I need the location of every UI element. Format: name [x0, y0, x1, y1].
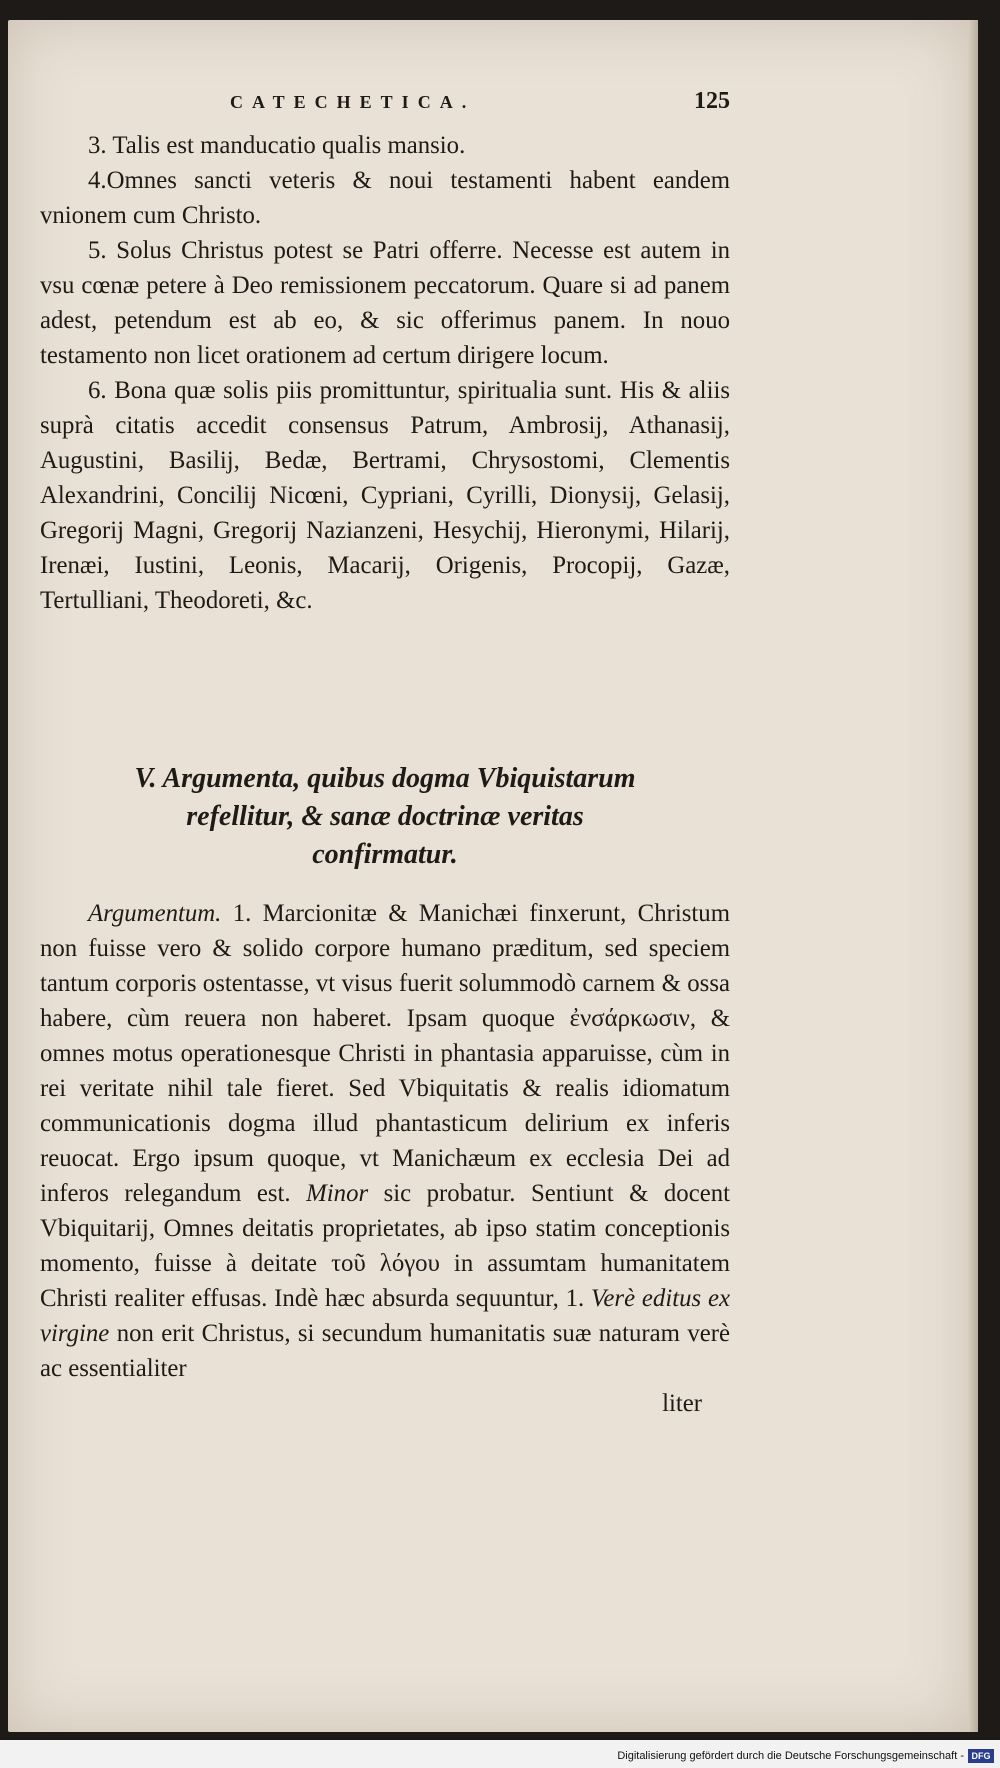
argument-block	[40, 896, 730, 1421]
footer-strip	[0, 1740, 1000, 1768]
dfg-logo: DFG	[968, 1749, 994, 1763]
argument-label: Argumentum.	[88, 900, 222, 927]
running-head: CATECHETICA.	[230, 92, 476, 112]
page-number: 125	[694, 88, 730, 114]
heading-line-3: confirmatur.	[312, 839, 458, 870]
heading-line-2: refellitur, & sanæ doctrinæ veritas	[186, 801, 584, 832]
argument-text-3: non erit Christus, si secundum humanitatis suæ naturam verè ac essentialiter	[40, 1320, 730, 1382]
vere-editus-phrase: Verè editus ex virgine	[40, 1285, 730, 1347]
digitization-credit: Digitalisierung gefördert durch die Deutsche Forschungsgemeinschaft -	[617, 1750, 964, 1762]
point-6: 6. Bona quæ solis piis promittuntur, spiritualia sunt. His & aliis suprà citatis accedit consensus Patrum, Ambrosij, Athanasij, Augustini, Basilij, Bedæ, Bertrami, Chrysostomi, Clementis Alexandrini, Concilij Nicœni, Cypriani, Cyrilli, Dionysij, Gelasij, Gregorij Magni, Gregorij Nazianzeni, Hesychij, Hieronymi, Hilarij, Irenæi, Iustini, Leonis, Macarij, Origenis, Procopij, Gazæ, Tertulliani, Theodoreti, &c.	[40, 377, 730, 614]
page-header	[40, 88, 730, 122]
heading-line-1: V. Argumenta, quibus dogma Vbiquistarum	[134, 763, 636, 794]
section-heading	[40, 760, 730, 874]
catchword: liter	[662, 1390, 702, 1417]
argument-text-1: 1. Marcionitæ & Manichæi finxerunt, Christum non fuisse vero & solido corpore humano præditum, sed speciem tantum corporis ostentasse, vt visus fuerit solummodò carnem & ossa habere, cùm reuera non haberet. Ipsam quoque ἐνσάρκωσιν, & omnes motus operationesque Christi in phantasia apparuisse, cùm in rei veritate nihil tale fieret. Sed Vbiquitatis & realis idiomatum communicationis dogma illud phantasticum delirium ex inferis reuocat. Ergo ipsum quoque, vt Manichæum ex ecclesia Dei ad inferos relegandum est.	[40, 900, 730, 1207]
argument-text-2: sic probatur. Sentiunt & docent Vbiquitarij, Omnes deitatis proprietates, ab ipso statim conceptionis momento, fuisse à deitate τοῦ λόγου in assumtam humanitatem Christi realiter effusas. Indè hæc absurda sequuntur, 1.	[40, 1180, 731, 1312]
point-5: 5. Solus Christus potest se Patri offerre. Necesse est autem in vsu cœnæ petere à Deo remissionem peccatorum. Quare si ad panem adest, petendum est ab eo, & sic offerimus panem. In nouo testamento non licet orationem ad certum dirigere locum.	[40, 237, 730, 369]
page-edge	[968, 20, 978, 1732]
point-4: 4.Omnes sancti veteris & noui testamenti habent eandem vnionem cum Christo.	[40, 167, 730, 229]
numbered-points	[40, 128, 730, 618]
argument-paragraph	[40, 896, 730, 1386]
minor-term: Minor	[306, 1180, 369, 1207]
point-3: 3. Talis est manducatio qualis mansio.	[88, 132, 466, 159]
